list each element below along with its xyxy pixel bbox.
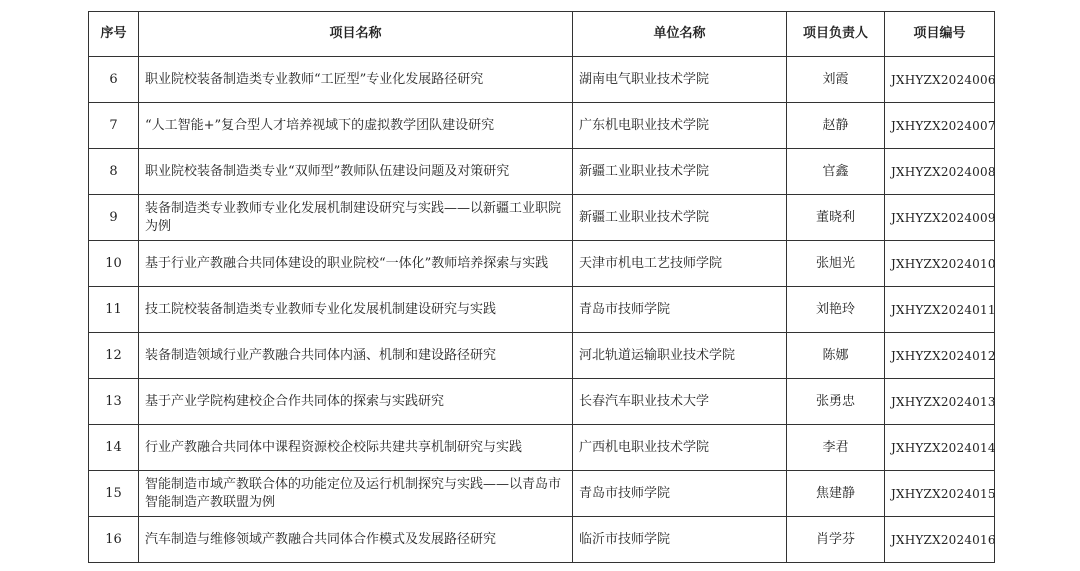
cell-project-code: JXHYZX2024014	[885, 425, 995, 471]
cell-project-name: 行业产教融合共同体中课程资源校企校际共建共享机制研究与实践	[139, 425, 573, 471]
cell-project-code: JXHYZX2024010	[885, 241, 995, 287]
cell-project-code: JXHYZX2024008	[885, 149, 995, 195]
cell-leader: 赵静	[787, 103, 885, 149]
table-row	[89, 379, 995, 425]
cell-unit-name: 天津市机电工艺技师学院	[573, 241, 787, 287]
table-row	[89, 471, 995, 517]
cell-no: 9	[89, 195, 139, 241]
table-row	[89, 195, 995, 241]
cell-no: 14	[89, 425, 139, 471]
cell-no: 6	[89, 57, 139, 103]
cell-unit-name: 新疆工业职业技术学院	[573, 195, 787, 241]
table-row	[89, 333, 995, 379]
cell-project-name: 职业院校装备制造类专业教师“工匠型”专业化发展路径研究	[139, 57, 573, 103]
cell-unit-name: 新疆工业职业技术学院	[573, 149, 787, 195]
cell-no: 8	[89, 149, 139, 195]
header-no: 序号	[89, 12, 139, 57]
header-name: 项目名称	[139, 12, 573, 57]
cell-leader: 刘霞	[787, 57, 885, 103]
cell-unit-name: 湖南电气职业技术学院	[573, 57, 787, 103]
header-row	[89, 12, 995, 57]
cell-leader: 肖学芬	[787, 517, 885, 563]
table-row	[89, 57, 995, 103]
header-code: 项目编号	[885, 12, 995, 57]
cell-leader: 陈娜	[787, 333, 885, 379]
table-row	[89, 241, 995, 287]
cell-project-name: 装备制造领域行业产教融合共同体内涵、机制和建设路径研究	[139, 333, 573, 379]
cell-unit-name: 青岛市技师学院	[573, 287, 787, 333]
cell-no: 11	[89, 287, 139, 333]
cell-project-code: JXHYZX2024013	[885, 379, 995, 425]
table-row	[89, 425, 995, 471]
table-row	[89, 103, 995, 149]
cell-project-code: JXHYZX2024015	[885, 471, 995, 517]
cell-project-name: “人工智能+”复合型人才培养视域下的虚拟教学团队建设研究	[139, 103, 573, 149]
table-row	[89, 149, 995, 195]
cell-project-name: 技工院校装备制造类专业教师专业化发展机制建设研究与实践	[139, 287, 573, 333]
cell-project-name: 汽车制造与维修领域产教融合共同体合作模式及发展路径研究	[139, 517, 573, 563]
table-row	[89, 287, 995, 333]
cell-unit-name: 青岛市技师学院	[573, 471, 787, 517]
cell-project-code: JXHYZX2024009	[885, 195, 995, 241]
cell-project-name: 装备制造类专业教师专业化发展机制建设研究与实践——以新疆工业职院为例	[139, 195, 573, 241]
cell-project-code: JXHYZX2024012	[885, 333, 995, 379]
header-leader: 项目负责人	[787, 12, 885, 57]
header-unit: 单位名称	[573, 12, 787, 57]
cell-leader: 刘艳玲	[787, 287, 885, 333]
cell-unit-name: 长春汽车职业技术大学	[573, 379, 787, 425]
cell-leader: 焦建静	[787, 471, 885, 517]
cell-project-code: JXHYZX2024016	[885, 517, 995, 563]
cell-leader: 董晓利	[787, 195, 885, 241]
cell-leader: 官鑫	[787, 149, 885, 195]
cell-no: 15	[89, 471, 139, 517]
cell-project-code: JXHYZX2024007	[885, 103, 995, 149]
cell-unit-name: 河北轨道运输职业技术学院	[573, 333, 787, 379]
cell-leader: 张勇忠	[787, 379, 885, 425]
cell-project-name: 智能制造市域产教联合体的功能定位及运行机制探究与实践——以青岛市智能制造产教联盟为例	[139, 471, 573, 517]
cell-no: 16	[89, 517, 139, 563]
cell-unit-name: 广西机电职业技术学院	[573, 425, 787, 471]
cell-no: 7	[89, 103, 139, 149]
cell-no: 13	[89, 379, 139, 425]
cell-no: 12	[89, 333, 139, 379]
cell-no: 10	[89, 241, 139, 287]
cell-unit-name: 广东机电职业技术学院	[573, 103, 787, 149]
table-row	[89, 517, 995, 563]
cell-leader: 张旭光	[787, 241, 885, 287]
cell-unit-name: 临沂市技师学院	[573, 517, 787, 563]
cell-project-name: 基于行业产教融合共同体建设的职业院校“一体化”教师培养探索与实践	[139, 241, 573, 287]
cell-project-name: 职业院校装备制造类专业“双师型”教师队伍建设问题及对策研究	[139, 149, 573, 195]
cell-leader: 李君	[787, 425, 885, 471]
cell-project-name: 基于产业学院构建校企合作共同体的探索与实践研究	[139, 379, 573, 425]
project-table	[88, 11, 995, 563]
cell-project-code: JXHYZX2024011	[885, 287, 995, 333]
cell-project-code: JXHYZX2024006	[885, 57, 995, 103]
